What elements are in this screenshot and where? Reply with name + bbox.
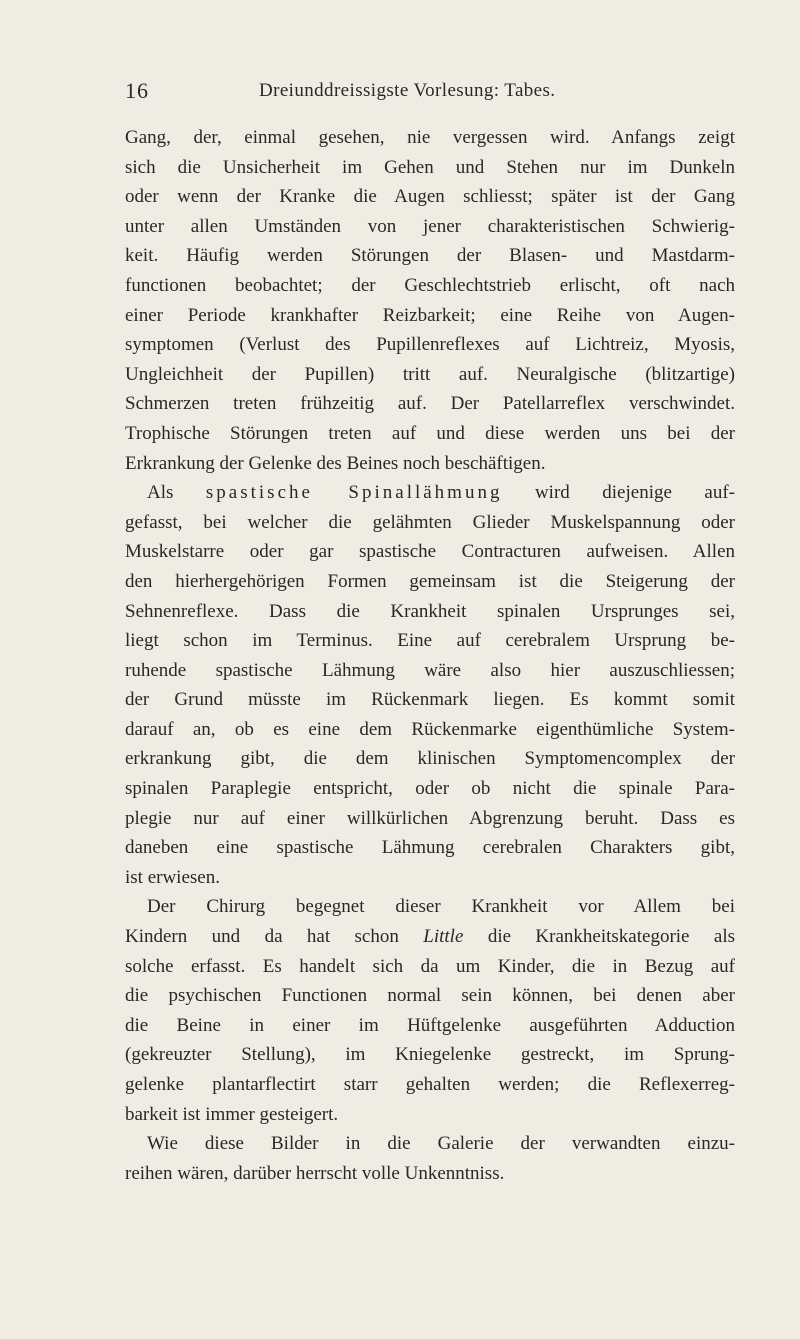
text-line: daneben eine spastische Lähmung cerebralen Charakters gibt, <box>125 837 735 859</box>
text-line: oder wenn der Kranke die Augen schliesst; später ist der Gang <box>125 186 735 208</box>
emphasized-term: spastische Spinallähmung <box>205 482 503 504</box>
text-body <box>125 123 735 1188</box>
paragraph-4 <box>125 1129 735 1188</box>
text-line: Trophische Störungen treten auf und diese werden uns bei der <box>125 422 735 444</box>
text-line: erkrankung gibt, die dem klinischen Symptomencomplex der <box>125 748 735 770</box>
author-name: Little <box>423 926 464 948</box>
text-line: unter allen Umständen von jener charakteristischen Schwierig- <box>125 215 735 237</box>
text-line: einer Periode krankhafter Reizbarkeit; eine Reihe von Augen- <box>125 304 735 326</box>
text-line: Der Chirurg begegnet dieser Krankheit vor Allem bei <box>147 896 735 918</box>
text-line: liegt schon im Terminus. Eine auf cerebralem Ursprung be- <box>125 630 735 652</box>
running-head <box>125 78 740 106</box>
text-line: Ungleichheit der Pupillen) tritt auf. Neuralgische (blitzartige) <box>125 363 735 385</box>
paragraph-1 <box>125 123 735 478</box>
text-line: der Grund müsste im Rückenmark liegen. Es kommt somit <box>125 689 735 711</box>
text-line: die psychischen Functionen normal sein können, bei denen aber <box>125 985 735 1007</box>
text-line: darauf an, ob es eine dem Rückenmarke eigenthümliche System- <box>125 718 735 740</box>
text-line: barkeit ist immer gesteigert. <box>125 1103 339 1125</box>
text-fragment: die Krankheitskategorie als <box>463 926 735 948</box>
text-fragment: Als <box>147 482 206 504</box>
page-number: 16 <box>125 78 149 103</box>
text-line: reihen wären, darüber herrscht volle Unkenntniss. <box>125 1162 505 1184</box>
text-line: plegie nur auf einer willkürlichen Abgrenzung beruht. Dass es <box>125 807 735 829</box>
text-fragment: wird diejenige auf- <box>502 482 735 504</box>
text-line: Sehnenreflexe. Dass die Krankheit spinalen Ursprunges sei, <box>125 600 735 622</box>
text-line: Muskelstarre oder gar spastische Contracturen aufweisen. Allen <box>125 541 735 563</box>
text-line: sich die Unsicherheit im Gehen und Stehen nur im Dunkeln <box>125 156 735 178</box>
running-title: Dreiunddreissigste Vorlesung: Tabes. <box>259 80 556 101</box>
text-fragment: Kindern und da hat schon <box>125 926 424 948</box>
text-line <box>125 922 735 952</box>
text-line: die Beine in einer im Hüftgelenke ausgeführten Adduction <box>125 1014 735 1036</box>
paragraph-3 <box>125 892 735 1129</box>
text-line: Wie diese Bilder in die Galerie der verwandten einzu- <box>147 1133 735 1155</box>
text-line: gelenke plantarflectirt starr gehalten werden; die Reflexerreg- <box>125 1074 735 1095</box>
text-line: Schmerzen treten frühzeitig auf. Der Patellarreflex verschwindet. <box>125 393 735 415</box>
text-line: Erkrankung der Gelenke des Beines noch beschäftigen. <box>125 452 546 474</box>
text-line <box>125 478 735 508</box>
text-line: keit. Häufig werden Störungen der Blasen- und Mastdarm- <box>125 245 735 267</box>
text-line: functionen beobachtet; der Geschlechtstrieb erlischt, oft nach <box>125 274 735 296</box>
text-line: den hierhergehörigen Formen gemeinsam ist die Steigerung der <box>125 570 735 592</box>
text-line: spinalen Paraplegie entspricht, oder ob nicht die spinale Para- <box>125 778 735 800</box>
text-line: (gekreuzter Stellung), im Kniegelenke gestreckt, im Sprung- <box>125 1044 735 1066</box>
text-line: ruhende spastische Lähmung wäre also hier auszuschliessen; <box>125 659 735 681</box>
paragraph-2 <box>125 478 735 892</box>
text-line: Gang, der, einmal gesehen, nie vergessen wird. Anfangs zeigt <box>125 127 735 148</box>
text-line: ist erwiesen. <box>125 866 220 888</box>
text-line: symptomen (Verlust des Pupillenreflexes auf Lichtreiz, Myosis, <box>125 334 735 356</box>
text-line: gefasst, bei welcher die gelähmten Glieder Muskelspannung oder <box>125 511 735 533</box>
text-line: solche erfasst. Es handelt sich da um Kinder, die in Bezug auf <box>125 955 735 977</box>
